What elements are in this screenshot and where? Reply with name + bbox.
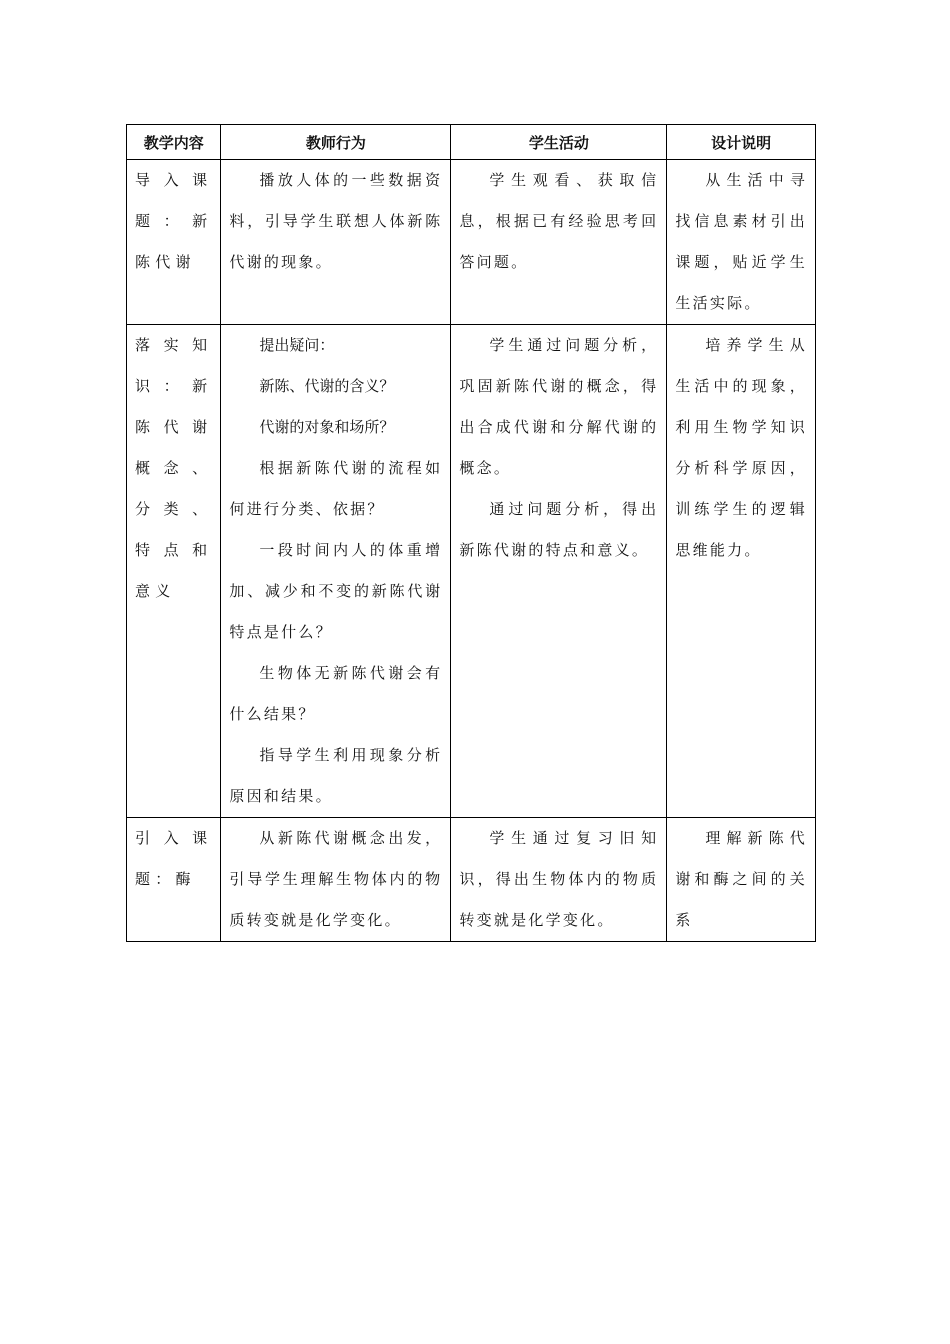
student-paragraph: 学生观看、获取信息，根据已有经验思考回答问题。 [459, 171, 659, 271]
header-design-notes: 设计说明 [667, 125, 816, 160]
student-paragraph: 学生通过问题分析，巩固新陈代谢的概念，得出合成代谢和分解代谢的概念。 [459, 336, 659, 477]
teacher-paragraph: 根据新陈代谢的流程如何进行分类、依据？ [229, 459, 443, 518]
cell-design [667, 325, 816, 818]
teacher-paragraph: 一段时间内人的体重增加、减少和不变的新陈代谢特点是什么？ [229, 541, 443, 641]
cell-teacher [221, 818, 451, 942]
header-teaching-content: 教学内容 [127, 125, 221, 160]
cell-content [127, 818, 221, 942]
teacher-paragraph: 播放人体的一些数据资料，引导学生联想人体新陈代谢的现象。 [229, 171, 443, 271]
cell-design [667, 818, 816, 942]
content-label: 引入课题：酶 [135, 829, 213, 888]
table-row [127, 160, 816, 325]
table-row [127, 325, 816, 818]
cell-design [667, 160, 816, 325]
design-paragraph: 培养学生从生活中的现象，利用生物学知识分析科学原因，训练学生的逻辑思维能力。 [675, 336, 807, 559]
teacher-paragraph: 从新陈代谢概念出发，引导学生理解生物体内的物质转变就是化学变化。 [229, 829, 443, 929]
cell-student [451, 325, 667, 818]
lesson-plan-table [126, 124, 816, 942]
teacher-paragraph: 新陈、代谢的含义？ [259, 377, 395, 395]
cell-student [451, 818, 667, 942]
header-teacher-behavior: 教师行为 [221, 125, 451, 160]
teacher-paragraph: 生物体无新陈代谢会有什么结果？ [229, 664, 443, 723]
teacher-paragraph: 提出疑问： [259, 336, 335, 354]
student-paragraph: 通过问题分析，得出新陈代谢的特点和意义。 [459, 500, 659, 559]
header-student-activity: 学生活动 [451, 125, 667, 160]
cell-teacher [221, 160, 451, 325]
design-paragraph: 理解新陈代谢和酶之间的关系 [675, 829, 807, 929]
teacher-paragraph: 指导学生利用现象分析原因和结果。 [229, 746, 443, 805]
cell-content [127, 160, 221, 325]
table-header-row [127, 125, 816, 160]
cell-student [451, 160, 667, 325]
cell-teacher [221, 325, 451, 818]
design-paragraph: 从生活中寻找信息素材引出课题，贴近学生生活实际。 [675, 171, 807, 312]
student-paragraph: 学生通过复习旧知识，得出生物体内的物质转变就是化学变化。 [459, 829, 659, 929]
cell-content [127, 325, 221, 818]
content-label: 落实知识：新陈代谢概念、分类、特点和意义 [135, 336, 213, 600]
teacher-paragraph: 代谢的对象和场所？ [259, 418, 395, 436]
table-row [127, 818, 816, 942]
content-label: 导入课题：新陈代谢 [135, 171, 213, 271]
